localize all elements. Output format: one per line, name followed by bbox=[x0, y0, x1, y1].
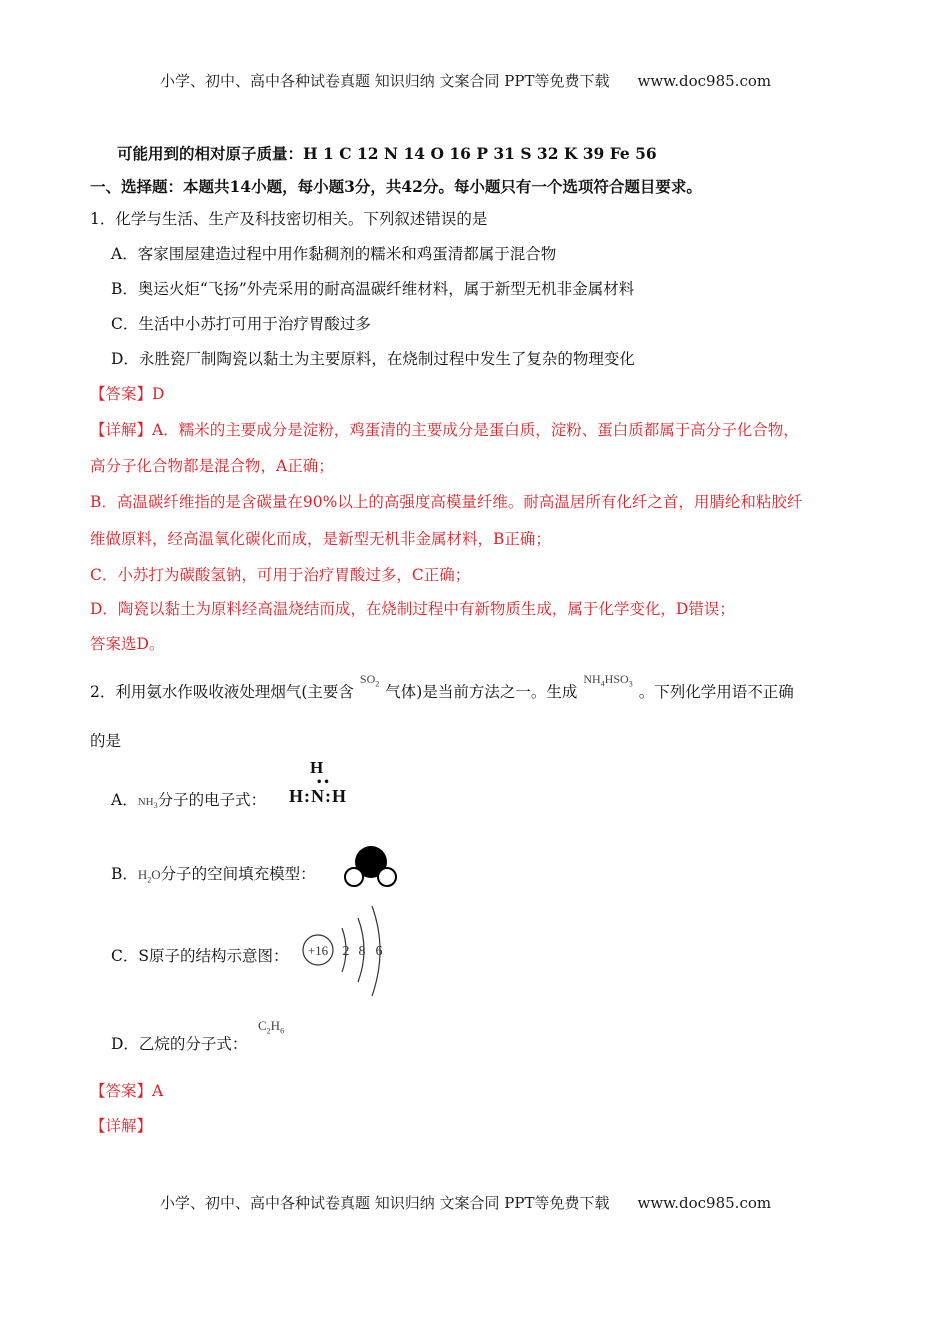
nh3-formula: $NH_3$ bbox=[137, 796, 158, 811]
q1-explain-line4: 维做原料，经高温氧化碳化而成，是新型无机非金属材料，B正确； bbox=[90, 530, 551, 548]
q2-stem-part1: 2．利用氨水作吸收液处理烟气(主要含 bbox=[90, 683, 354, 701]
q1-option-c: C．生活中小苏打可用于治疗胃酸过多 bbox=[111, 315, 371, 333]
header-url[interactable]: www.doc985.com bbox=[637, 72, 772, 90]
sulfur-atom-structure-diagram bbox=[298, 902, 398, 1002]
page-header bbox=[160, 70, 771, 91]
h2o-formula: $H_2O$ bbox=[137, 867, 161, 885]
q2-option-d: D．乙烷的分子式： bbox=[111, 1035, 248, 1053]
nh3-top-h: H bbox=[310, 758, 324, 777]
nh4hso3-formula: NH4HSO3 bbox=[583, 672, 633, 689]
nucleus-label: +16 bbox=[307, 943, 329, 958]
q1-explain-line1: 【详解】A．糯米的主要成分是淀粉，鸡蛋清的主要成分是蛋白质，淀粉、蛋白质都属于高分子化合物， bbox=[90, 421, 799, 439]
section-title: 一、选择题：本题共14小题，每小题3分，共42分。每小题只有一个选项符合题目要求。 bbox=[90, 177, 702, 196]
shell-2-electrons: 8 bbox=[358, 944, 366, 959]
q2-option-c: C．S原子的结构示意图： bbox=[111, 947, 289, 965]
q1-option-a: A．客家围屋建造过程中用作黏稠剂的糯米和鸡蛋清都属于混合物 bbox=[111, 245, 557, 263]
q2-explain-label: 【详解】 bbox=[90, 1117, 153, 1135]
q1-explain-line5: C．小苏打为碳酸氢钠，可用于治疗胃酸过多，C正确； bbox=[90, 566, 471, 584]
q1-stem: 1．化学与生活、生产及科技密切相关。下列叙述错误的是 bbox=[90, 210, 488, 228]
q2-answer: 【答案】A bbox=[90, 1082, 164, 1100]
page-footer bbox=[160, 1192, 771, 1213]
q2-stem-line1 bbox=[90, 672, 794, 708]
header-text: 小学、初中、高中各种试卷真题 知识归纳 文案合同 PPT等免费下载 bbox=[160, 72, 610, 90]
q1-option-d: D．永胜瓷厂制陶瓷以黏土为主要原料，在烧制过程中发生了复杂的物理变化 bbox=[111, 350, 635, 368]
shell-1-electrons: 2 bbox=[342, 944, 350, 959]
footer-text: 小学、初中、高中各种试卷真题 知识归纳 文案合同 PPT等免费下载 bbox=[160, 1194, 610, 1212]
q2-option-a: A．$NH_3$分子的电子式： bbox=[111, 791, 267, 811]
nh3-electron-row: H:N:H bbox=[289, 786, 347, 806]
q2-stem-part2: 气体)是当前方法之一。生成 bbox=[385, 683, 578, 701]
so2-formula: SO2 bbox=[359, 672, 380, 689]
q1-explain-line7: 答案选D。 bbox=[90, 635, 165, 653]
ethane-formula: $C_2H_6$ bbox=[258, 1018, 285, 1036]
q2-option-b: B．$H_2O$分子的空间填充模型： bbox=[111, 865, 316, 885]
q1-answer: 【答案】D bbox=[90, 385, 165, 403]
q2-stem-line2: 的是 bbox=[90, 732, 122, 750]
q1-explain-line3: B．高温碳纤维指的是含碳量在90%以上的高强度高模量纤维。耐高温居所有化纤之首，用腈纶和粘胶纤 bbox=[90, 493, 803, 511]
shell-3-electrons: 6 bbox=[375, 944, 383, 959]
nh3-lone-pair-dots: •• bbox=[316, 777, 331, 788]
q2-stem-part3: 。下列化学用语不正确 bbox=[638, 683, 794, 701]
footer-url[interactable]: www.doc985.com bbox=[637, 1194, 772, 1212]
q1-explain-line6: D．陶瓷以黏土为原料经高温烧结而成，在烧制过程中有新物质生成，属于化学变化，D错误； bbox=[90, 600, 735, 618]
water-space-filling-model bbox=[340, 842, 402, 890]
atomic-masses: 可能用到的相对原子质量：H 1 C 12 N 14 O 16 P 31 S 32 K 39 Fe 56 bbox=[117, 144, 657, 163]
q1-option-b: B．奥运火炬“飞扬”外壳采用的耐高温碳纤维材料，属于新型无机非金属材料 bbox=[111, 280, 635, 298]
q1-explain-line2: 高分子化合物都是混合物，A正确； bbox=[90, 457, 334, 475]
